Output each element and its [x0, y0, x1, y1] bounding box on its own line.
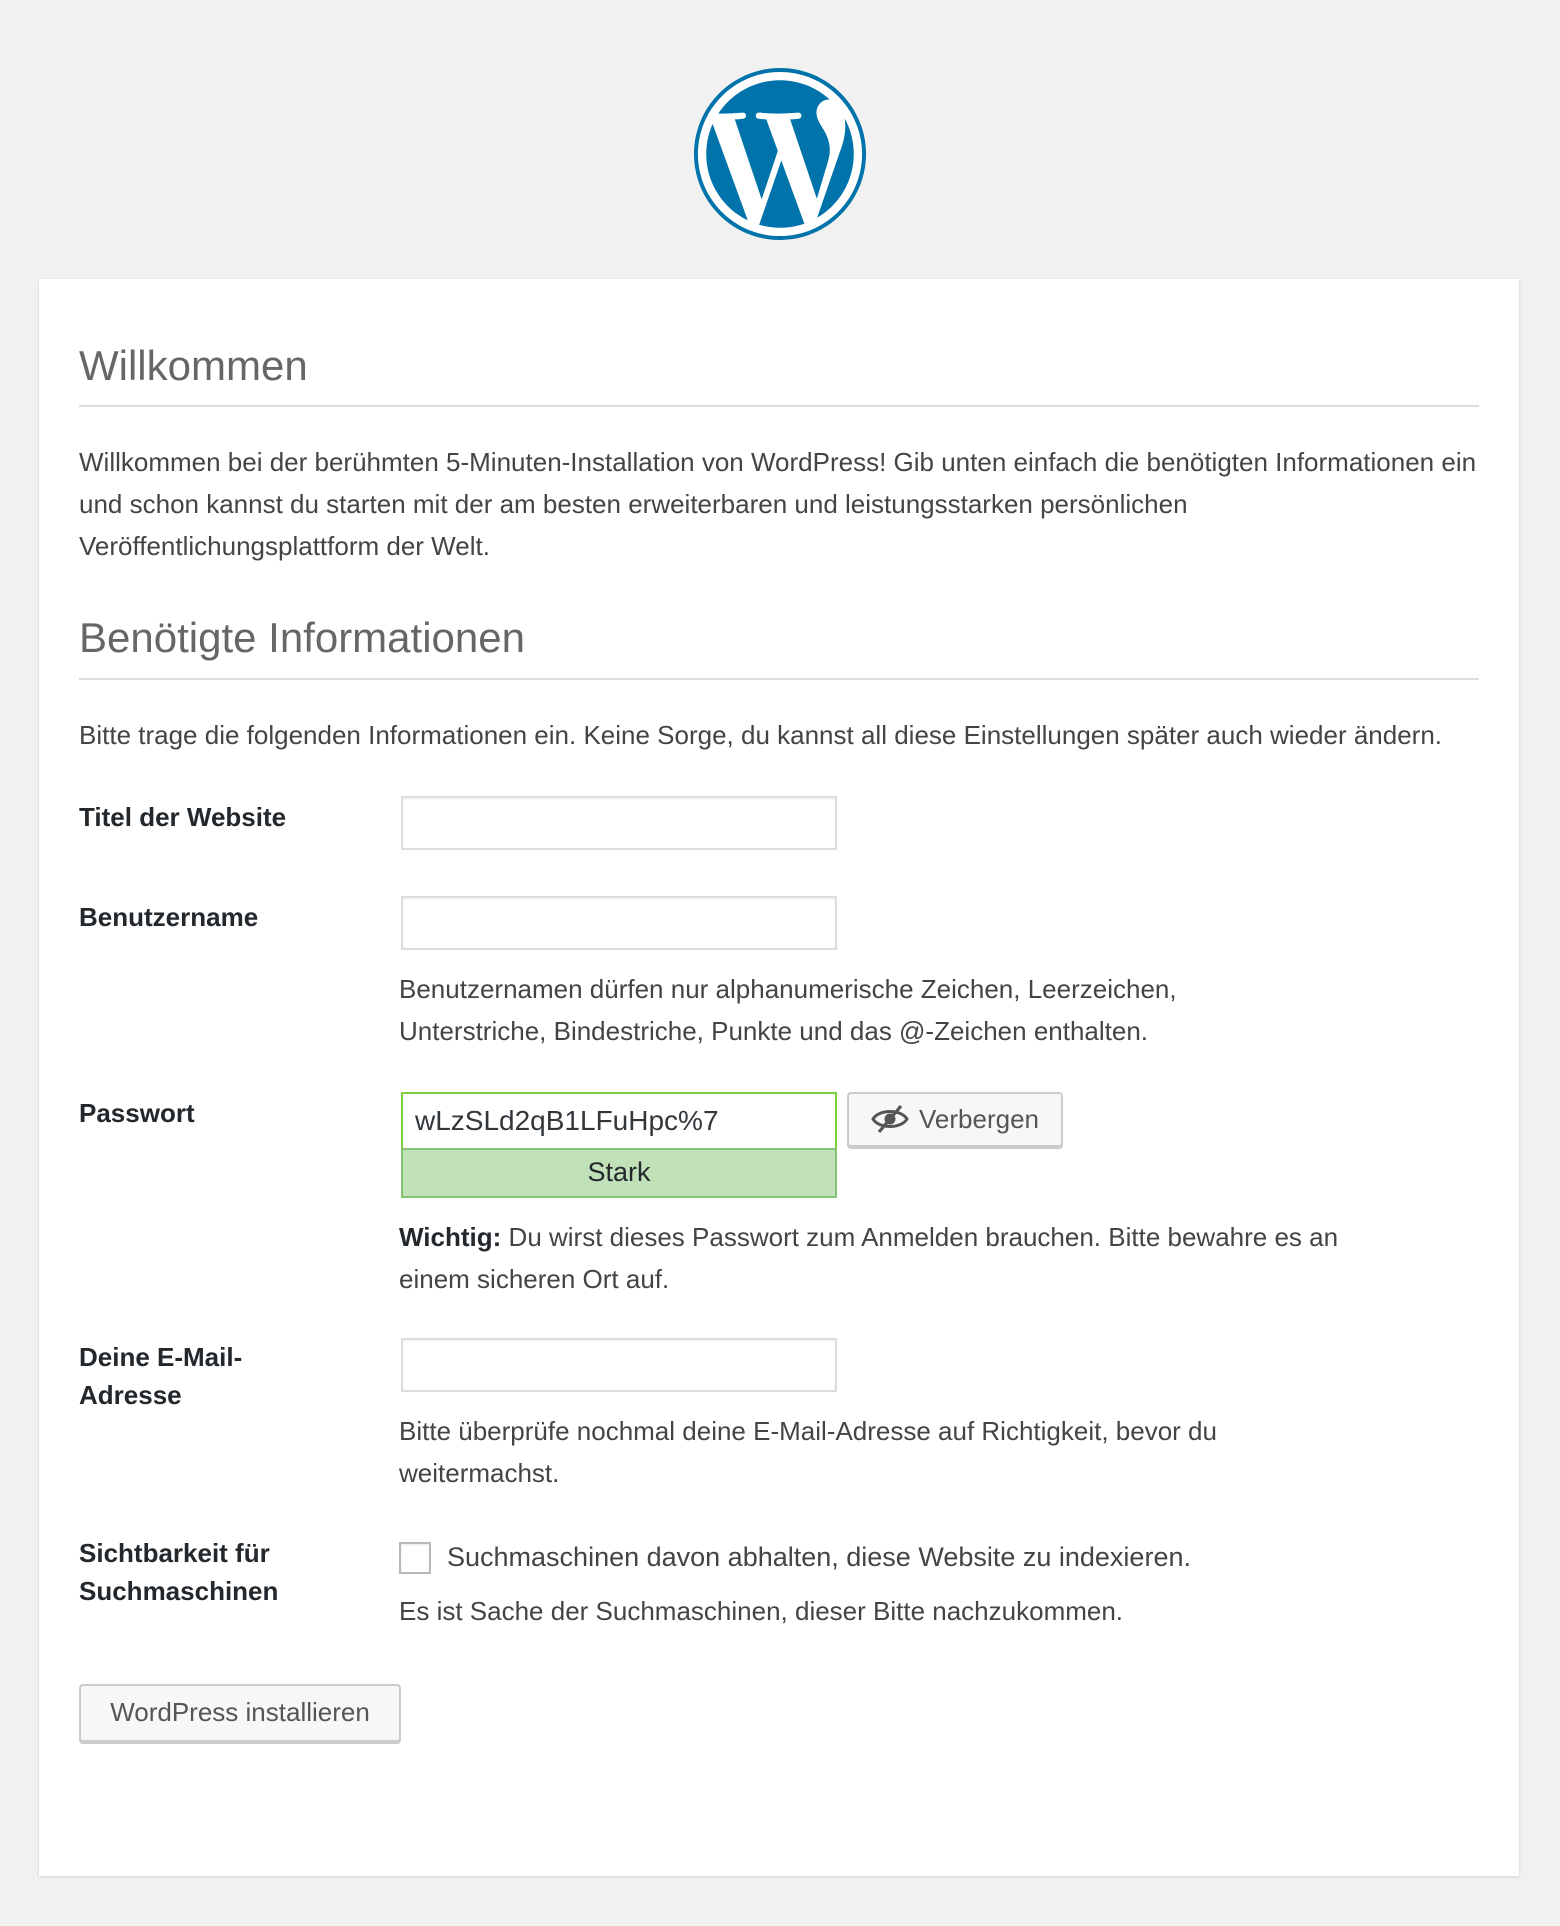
email-label [79, 1338, 399, 1414]
search-visibility-field [399, 1534, 1479, 1632]
search-visibility-option[interactable] [399, 1538, 1479, 1578]
setup-card [39, 279, 1519, 1876]
important-text: Du wirst dieses Passwort zum Anmelden brauchen. Bitte bewahre es an einem sicheren Ort auf. [399, 1221, 1339, 1294]
row-site-title [79, 796, 1479, 896]
search-visibility-checkbox-label[interactable]: Suchmaschinen davon abhalten, diese Website zu indexieren. [447, 1542, 1191, 1573]
email-description: Bitte überprüfe nochmal deine E-Mail-Adresse auf Richtigkeit, bevor du weitermachst. [399, 1415, 1217, 1488]
important-label: Wichtig: [399, 1221, 502, 1252]
password-wrap [399, 1092, 1479, 1198]
row-username [79, 896, 1479, 1092]
install-button[interactable]: WordPress installieren [79, 1684, 401, 1742]
password-strength-meter: Stark [401, 1148, 837, 1198]
eye-slash-icon [871, 1104, 909, 1134]
username-input[interactable] [401, 896, 837, 950]
email-field [399, 1338, 1479, 1494]
row-password [79, 1092, 1479, 1338]
welcome-heading: Willkommen [79, 341, 1479, 407]
row-email [79, 1338, 1479, 1534]
email-label-text: Deine E-Mail-Adresse [79, 1341, 243, 1410]
site-title-label: Titel der Website [79, 801, 287, 832]
password-label: Passwort [79, 1097, 195, 1128]
search-visibility-checkbox[interactable] [399, 1542, 431, 1574]
password-important-note [399, 1216, 1399, 1300]
password-box [401, 1092, 837, 1198]
info-text: Bitte trage die folgenden Informationen ein. Keine Sorge, du kannst all diese Einstellungen später auch wieder ändern. [79, 719, 1443, 750]
username-description: Benutzernamen dürfen nur alphanumerische Zeichen, Leerzeichen, Unterstriche, Bindestriche, Punkte und das @-Zeichen enthalten. [399, 973, 1177, 1046]
site-title-field [399, 796, 1479, 850]
hide-password-label: Verbergen [919, 1103, 1039, 1134]
username-field [399, 896, 1479, 1052]
wordpress-logo-icon[interactable] [694, 68, 866, 240]
site-title-input[interactable] [401, 796, 837, 850]
search-visibility-description: Es ist Sache der Suchmaschinen, dieser Bitte nachzukommen. [399, 1595, 1124, 1626]
info-heading: Benötigte Informationen [79, 613, 1479, 679]
password-input[interactable]: wLzSLd2qB1LFuHpc%7 [401, 1092, 837, 1148]
search-visibility-label [79, 1534, 399, 1610]
hide-password-button[interactable] [847, 1092, 1063, 1147]
password-field [399, 1092, 1479, 1300]
welcome-text: Willkommen bei der berühmten 5-Minuten-Installation von WordPress! Gib unten einfach die benötigten Informationen ein und schon kannst du starten mit der am besten erweiterbaren und leistungsstarken persönlichen Veröffentlichungsplattform der Welt. [79, 447, 1477, 562]
row-search-visibility [79, 1534, 1479, 1684]
search-visibility-label-text: Sichtbarkeit für Suchmaschinen [79, 1537, 279, 1606]
logo-container [0, 68, 1560, 244]
install-form [79, 796, 1479, 1742]
username-label: Benutzername [79, 901, 259, 932]
email-input[interactable] [401, 1338, 837, 1392]
